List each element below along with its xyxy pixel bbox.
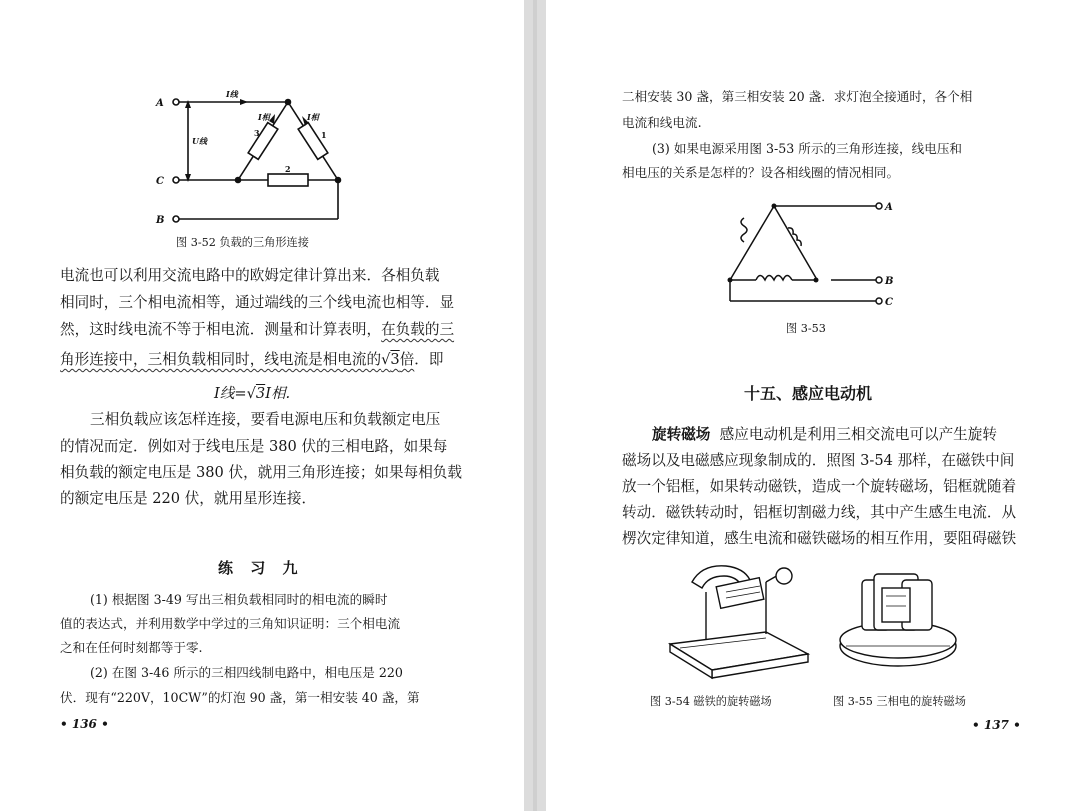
- paragraph1-line4-a: 角形连接中，三相负载相同时，线电流是相电流的: [60, 351, 382, 368]
- label-C-53: C: [885, 297, 893, 308]
- paragraph1-line3: [60, 323, 454, 338]
- figure-3-53-caption: 图 3-53: [786, 322, 826, 335]
- figure-3-55-caption: 图 3-55 三相电的旋转磁场: [833, 695, 966, 708]
- paragraph1-line4: [60, 353, 444, 368]
- paragraph2-line3: 相负载的额定电压是 380 伏，就用三角形连接；如果每相负载: [60, 464, 462, 481]
- label-A: A: [156, 98, 164, 109]
- paragraph2-line1: 三相负载应该怎样连接，要看电源电压和负载额定电压: [90, 411, 441, 428]
- label-I-phase-left: I相: [258, 112, 270, 122]
- exercise-title: 练 习 九: [218, 559, 304, 577]
- label-B-53: B: [885, 276, 894, 287]
- figure-3-52-caption: 图 3-52 负载的三角形连接: [176, 236, 309, 249]
- paragraph-line1: 旋转磁场 感应电动机是利用三相交流电可以产生旋转: [652, 426, 997, 443]
- sqrt-sign: √3: [381, 351, 400, 368]
- figure-3-54-illustration: [656, 552, 826, 682]
- paragraph-line4: 转动．磁铁转动时，铝框切割磁力线，其中产生感生电流．从: [622, 504, 1017, 521]
- figure-3-53: [716, 192, 906, 312]
- label-I-phase-right: I相: [307, 112, 319, 122]
- paragraph-line3: 放一个铝框，如果转动磁铁，造成一个旋转磁场，铝框就随着: [622, 478, 1017, 495]
- formula: I线=√3I相.: [214, 385, 291, 402]
- paragraph1-line4-c: ．即: [414, 351, 444, 368]
- page-gutter: [524, 0, 546, 811]
- section-title: 十五、感应电动机: [744, 384, 873, 403]
- right-page: [546, 0, 1080, 811]
- paragraph1-line2: 相同时，三个相电流相等，通过端线的三个线电流也相等．显: [60, 294, 455, 311]
- paragraph-line5: 楞次定律知道，感生电流和磁铁磁场的相互作用，要阻碍磁铁: [622, 530, 1017, 547]
- paragraph2-line4: 的额定电压是 220 伏，就用星形连接．: [60, 490, 317, 507]
- label-resistor-3: 3: [254, 128, 260, 138]
- paragraph1-line4-b: 倍: [399, 351, 415, 368]
- figure-3-55-illustration: [836, 566, 966, 676]
- label-A-53: A: [885, 202, 893, 213]
- exercise-q2-line2: 伏．现有“220V，10CW”的灯泡 90 盏，第一相安装 40 盏，第: [60, 690, 420, 705]
- page-number-left: • 136 •: [60, 717, 109, 731]
- exercise-q2-line3: 二相安装 30 盏，第三相安装 20 盏．求灯泡全接通时，各个相: [622, 89, 973, 104]
- figure-3-54-caption: 图 3-54 磁铁的旋转磁场: [650, 695, 772, 708]
- label-resistor-2: 2: [285, 164, 291, 174]
- paragraph1-line3-b: 在负载的三: [381, 321, 455, 338]
- label-B: B: [156, 215, 165, 226]
- exercise-q1-line1: (1) 根据图 3-49 写出三相负载相同时的相电流的瞬时: [90, 592, 388, 607]
- paragraph-term: 旋转磁场: [652, 426, 711, 443]
- label-U-line: U线: [192, 136, 207, 146]
- exercise-q1-line3: 之和在任何时刻都等于零.: [60, 640, 203, 655]
- paragraph1-line1: 电流也可以利用交流电路中的欧姆定律计算出来．各相负载: [60, 267, 440, 284]
- exercise-q1-line2: 值的表达式，并利用数学中学过的三角知识证明：三个相电流: [60, 616, 401, 631]
- exercise-q2-line1: (2) 在图 3-46 所示的三相四线制电路中，相电压是 220: [90, 665, 403, 680]
- exercise-q2-line4: 电流和线电流.: [622, 115, 702, 130]
- label-C: C: [156, 176, 164, 187]
- paragraph2-line2: 的情况而定．例如对于线电压是 380 伏的三相电路，如果每: [60, 438, 448, 455]
- figure-3-52: [140, 86, 360, 231]
- exercise-q3-line1: (3) 如果电源采用图 3-53 所示的三角形连接，线电压和: [652, 141, 963, 156]
- label-resistor-1: 1: [321, 130, 327, 140]
- exercise-q3-line2: 相电压的关系是怎样的？设各相线圈的情况相同。: [622, 165, 900, 180]
- label-I-line: I线: [226, 89, 238, 99]
- page-number-right: • 137 •: [972, 718, 1021, 732]
- paragraph1-line3-a: 然，这时线电流不等于相电流．测量和计算表明，: [60, 321, 382, 338]
- paragraph-line2: 磁场以及电磁感应现象制成的．照图 3-54 那样，在磁铁中间: [622, 452, 1015, 469]
- left-page: [0, 0, 524, 811]
